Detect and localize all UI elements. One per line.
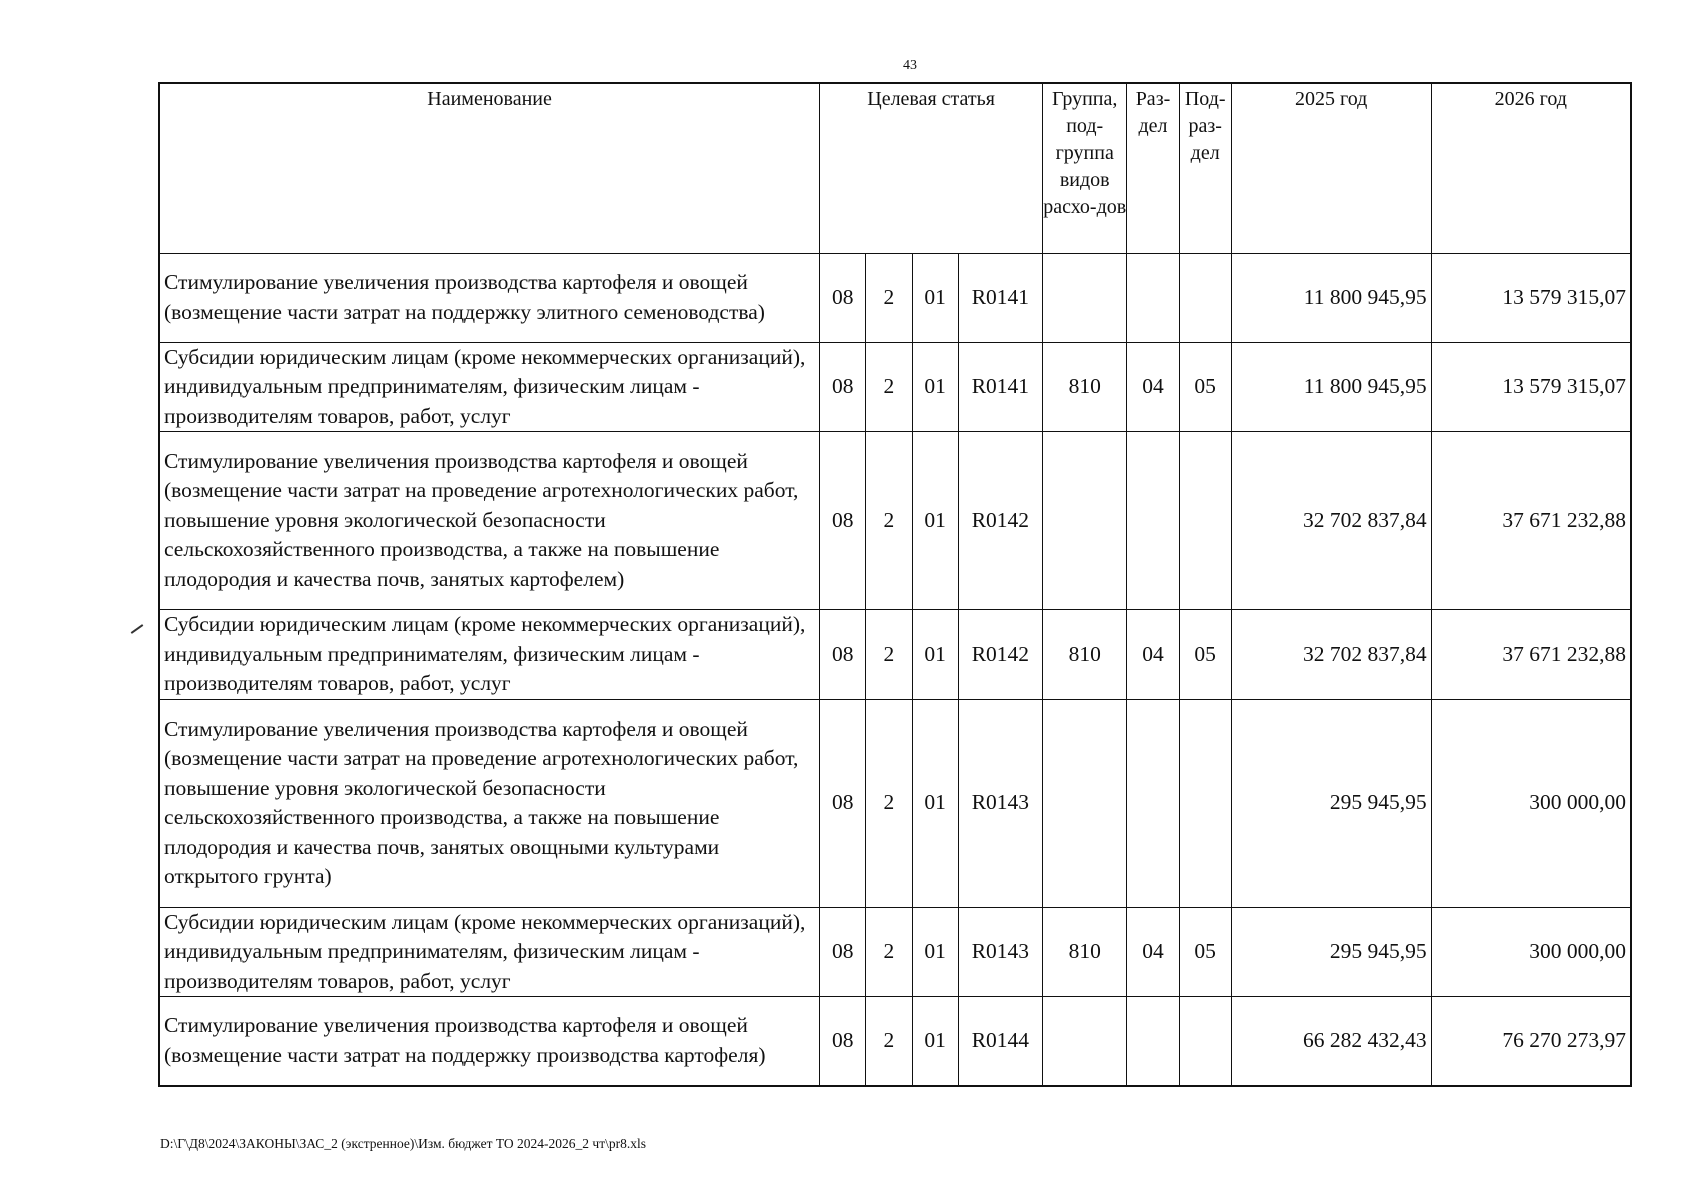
table-row <box>159 907 1631 997</box>
header-group: Группа, под-группа видов расхо-дов <box>1043 83 1127 253</box>
table-row <box>159 432 1631 610</box>
stray-pen-mark <box>131 624 144 634</box>
row-subprogram-cell: 2 <box>866 253 912 342</box>
row-event-cell: 01 <box>912 253 958 342</box>
table-row <box>159 610 1631 700</box>
row-group-cell <box>1043 432 1127 610</box>
row-group-cell <box>1043 699 1127 907</box>
row-subsection-cell <box>1179 253 1231 342</box>
row-subprogram-cell: 2 <box>866 610 912 700</box>
row-subprogram-cell: 2 <box>866 432 912 610</box>
row-program-cell: 08 <box>820 253 866 342</box>
row-event-cell: 01 <box>912 907 958 997</box>
budget-table <box>158 82 1632 1087</box>
row-name-cell: Субсидии юридическим лицам (кроме некоммерческих организаций), индивидуальным предпринимателям, физическим лицам - производителям товаров, работ, услуг <box>159 907 820 997</box>
row-event-cell: 01 <box>912 432 958 610</box>
row-subsection-cell <box>1179 432 1231 610</box>
row-name-cell: Стимулирование увеличения производства картофеля и овощей (возмещение части затрат на проведение агротехнологических работ, повышение уровня экологической безопасности сельскохозяйственного производства, а также на повышение плодородия и качества почв, занятых овощными культурами открытого грунта) <box>159 699 820 907</box>
row-group-cell: 810 <box>1043 907 1127 997</box>
row-event-cell: 01 <box>912 699 958 907</box>
row-2026-cell: 13 579 315,07 <box>1431 342 1631 432</box>
header-subsection: Под-раз-дел <box>1179 83 1231 253</box>
row-2025-cell: 66 282 432,43 <box>1231 997 1431 1086</box>
row-group-cell <box>1043 253 1127 342</box>
header-section: Раз-дел <box>1127 83 1179 253</box>
row-2025-cell: 11 800 945,95 <box>1231 342 1431 432</box>
row-name-cell: Субсидии юридическим лицам (кроме некоммерческих организаций), индивидуальным предпринимателям, физическим лицам - производителям товаров, работ, услуг <box>159 610 820 700</box>
row-subsection-cell: 05 <box>1179 907 1231 997</box>
row-section-cell <box>1127 699 1179 907</box>
row-2026-cell: 300 000,00 <box>1431 699 1631 907</box>
row-2025-cell: 295 945,95 <box>1231 699 1431 907</box>
row-event-cell: 01 <box>912 342 958 432</box>
row-group-cell: 810 <box>1043 342 1127 432</box>
row-event-cell: 01 <box>912 997 958 1086</box>
row-section-cell: 04 <box>1127 907 1179 997</box>
row-program-cell: 08 <box>820 342 866 432</box>
row-code-cell: R0142 <box>958 610 1042 700</box>
row-2025-cell: 32 702 837,84 <box>1231 610 1431 700</box>
header-2025: 2025 год <box>1231 83 1431 253</box>
row-2025-cell: 32 702 837,84 <box>1231 432 1431 610</box>
row-2026-cell: 300 000,00 <box>1431 907 1631 997</box>
row-code-cell: R0144 <box>958 997 1042 1086</box>
row-subsection-cell: 05 <box>1179 610 1231 700</box>
row-subsection-cell <box>1179 997 1231 1086</box>
footer-file-path: D:\Г\Д8\2024\ЗАКОНЫ\ЗАС_2 (экстренное)\Изм. бюджет ТО 2024-2026_2 чт\pr8.xls <box>160 1136 646 1151</box>
row-program-cell: 08 <box>820 907 866 997</box>
row-code-cell: R0141 <box>958 342 1042 432</box>
row-name-cell: Стимулирование увеличения производства картофеля и овощей (возмещение части затрат на поддержку производства картофеля) <box>159 997 820 1086</box>
row-code-cell: R0143 <box>958 699 1042 907</box>
row-2026-cell: 37 671 232,88 <box>1431 432 1631 610</box>
row-event-cell: 01 <box>912 610 958 700</box>
row-section-cell: 04 <box>1127 610 1179 700</box>
row-section-cell <box>1127 432 1179 610</box>
row-code-cell: R0141 <box>958 253 1042 342</box>
header-target-article: Целевая статья <box>820 83 1043 253</box>
row-subprogram-cell: 2 <box>866 699 912 907</box>
table-row <box>159 253 1631 342</box>
row-subsection-cell <box>1179 699 1231 907</box>
row-2026-cell: 76 270 273,97 <box>1431 997 1631 1086</box>
row-program-cell: 08 <box>820 699 866 907</box>
row-group-cell: 810 <box>1043 610 1127 700</box>
table-body <box>159 253 1631 1086</box>
row-name-cell: Стимулирование увеличения производства картофеля и овощей (возмещение части затрат на проведение агротехнологических работ, повышение уровня экологической безопасности сельскохозяйственного производства, а также на повышение плодородия и качества почв, занятых картофелем) <box>159 432 820 610</box>
row-section-cell <box>1127 997 1179 1086</box>
row-code-cell: R0142 <box>958 432 1042 610</box>
table-header-row <box>159 83 1631 253</box>
row-2026-cell: 37 671 232,88 <box>1431 610 1631 700</box>
row-subsection-cell: 05 <box>1179 342 1231 432</box>
row-section-cell <box>1127 253 1179 342</box>
row-2025-cell: 295 945,95 <box>1231 907 1431 997</box>
header-name: Наименование <box>159 83 820 253</box>
row-program-cell: 08 <box>820 610 866 700</box>
row-subprogram-cell: 2 <box>866 997 912 1086</box>
table-row <box>159 699 1631 907</box>
row-program-cell: 08 <box>820 997 866 1086</box>
row-name-cell: Субсидии юридическим лицам (кроме некоммерческих организаций), индивидуальным предпринимателям, физическим лицам - производителям товаров, работ, услуг <box>159 342 820 432</box>
row-group-cell <box>1043 997 1127 1086</box>
row-subprogram-cell: 2 <box>866 907 912 997</box>
page-number: 43 <box>903 58 917 73</box>
row-2025-cell: 11 800 945,95 <box>1231 253 1431 342</box>
table-row <box>159 997 1631 1086</box>
table-row <box>159 342 1631 432</box>
row-program-cell: 08 <box>820 432 866 610</box>
row-section-cell: 04 <box>1127 342 1179 432</box>
header-2026: 2026 год <box>1431 83 1631 253</box>
row-subprogram-cell: 2 <box>866 342 912 432</box>
row-2026-cell: 13 579 315,07 <box>1431 253 1631 342</box>
row-name-cell: Стимулирование увеличения производства картофеля и овощей (возмещение части затрат на поддержку элитного семеноводства) <box>159 253 820 342</box>
row-code-cell: R0143 <box>958 907 1042 997</box>
